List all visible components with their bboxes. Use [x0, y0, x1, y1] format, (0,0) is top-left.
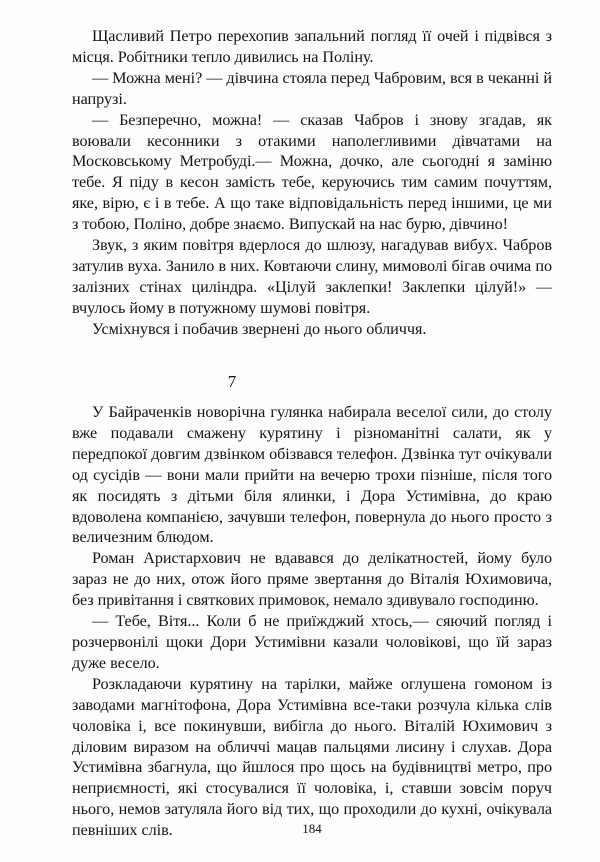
paragraph: — Можна мені? — дівчина стояла перед Чабровим, вся в чеканні й напрузі. [72, 68, 552, 108]
text-section-bottom [72, 402, 552, 841]
paragraph: Звук, з яким повітря вдерлося до шлюзу, нагадував вибух. Чабров затулив вуха. Занило в них. Ковтаючи слину, мимоволі бігав очима по залізних стінах циліндра. «Цілуй заклепки! Заклепки цілуй!» — вчулось йому в потужному шумові повітря. [72, 236, 552, 317]
paragraph: — Тебе, Вітя... Коли б не приїжджий хтось,— сяючий погляд і розчервонілі щоки Дори Устимівни казали чоловікові, що їй зараз дуже весело. [72, 612, 552, 672]
page-number: 184 [302, 821, 322, 836]
chapter-number: 7 [227, 372, 237, 391]
paragraph: Щасливий Петро перехопив запальний погляд її очей і підвівся з місця. Робітники тепло дивились на Поліну. [72, 27, 552, 66]
paragraph: Розкладаючи курятину на тарілки, майже оглушена гомоном із заводами магнітофона, Дора Устимівна все-таки розчула кілька слів чоловіка і, все покинувши, вибігла до нього. Віталій Юхимович з діловим виразом на обличчі мацав пальцями лисину і слухав. Дора Устимівна збагнула, що йшлося про щось на будівництві метро, про неприємності, які стосувалися її чоловіка, і, ставши зовсім поруч нього, немов затуляла його від тих, що проходили до кухні, очікувала певніших слів. [72, 674, 552, 840]
paragraph: Усміхнувся і побачив звернені до нього обличчя. [92, 319, 427, 338]
paragraph: У Байраченків новорічна гулянка набирала веселої сили, до столу вже подавали смажену курятину і різноманітні салати, як у передпокої довгим дзвінком обізвався телефон. Дзвінка тут очікували од сусідів — вони мали прийти на вечерю трохи пізніше, після того як посидять з дітьми біля ялинки, і Дора Устимівна, до краю вдоволена компанією, зачувши телефон, повернула до нього просто з величезним блюдом. [72, 403, 552, 547]
paragraph: — Безперечно, можна! — сказав Чабров і знову згадав, як воювали кесонники з отакими наполегливими дівчатами на Московському Метробуді.— Можна, дочко, але сьогодні я заміню тебе. Я піду в кесон замість тебе, керуючись тим самим почуттям, яке, вірю, є і в тебе. А що таке відповідальність перед іншими, це ми з тобою, Поліно, добре знаємо. Випускай на нас бурю, дівчино! [72, 110, 552, 234]
paragraph: Роман Аристархович не вдавався до делікатностей, йому було зараз не до них, отож його пряме звертання до Віталія Юхимовича, без привітання і святкових примовок, немало здивувало господиню. [72, 549, 552, 610]
text-section-top [72, 26, 552, 340]
